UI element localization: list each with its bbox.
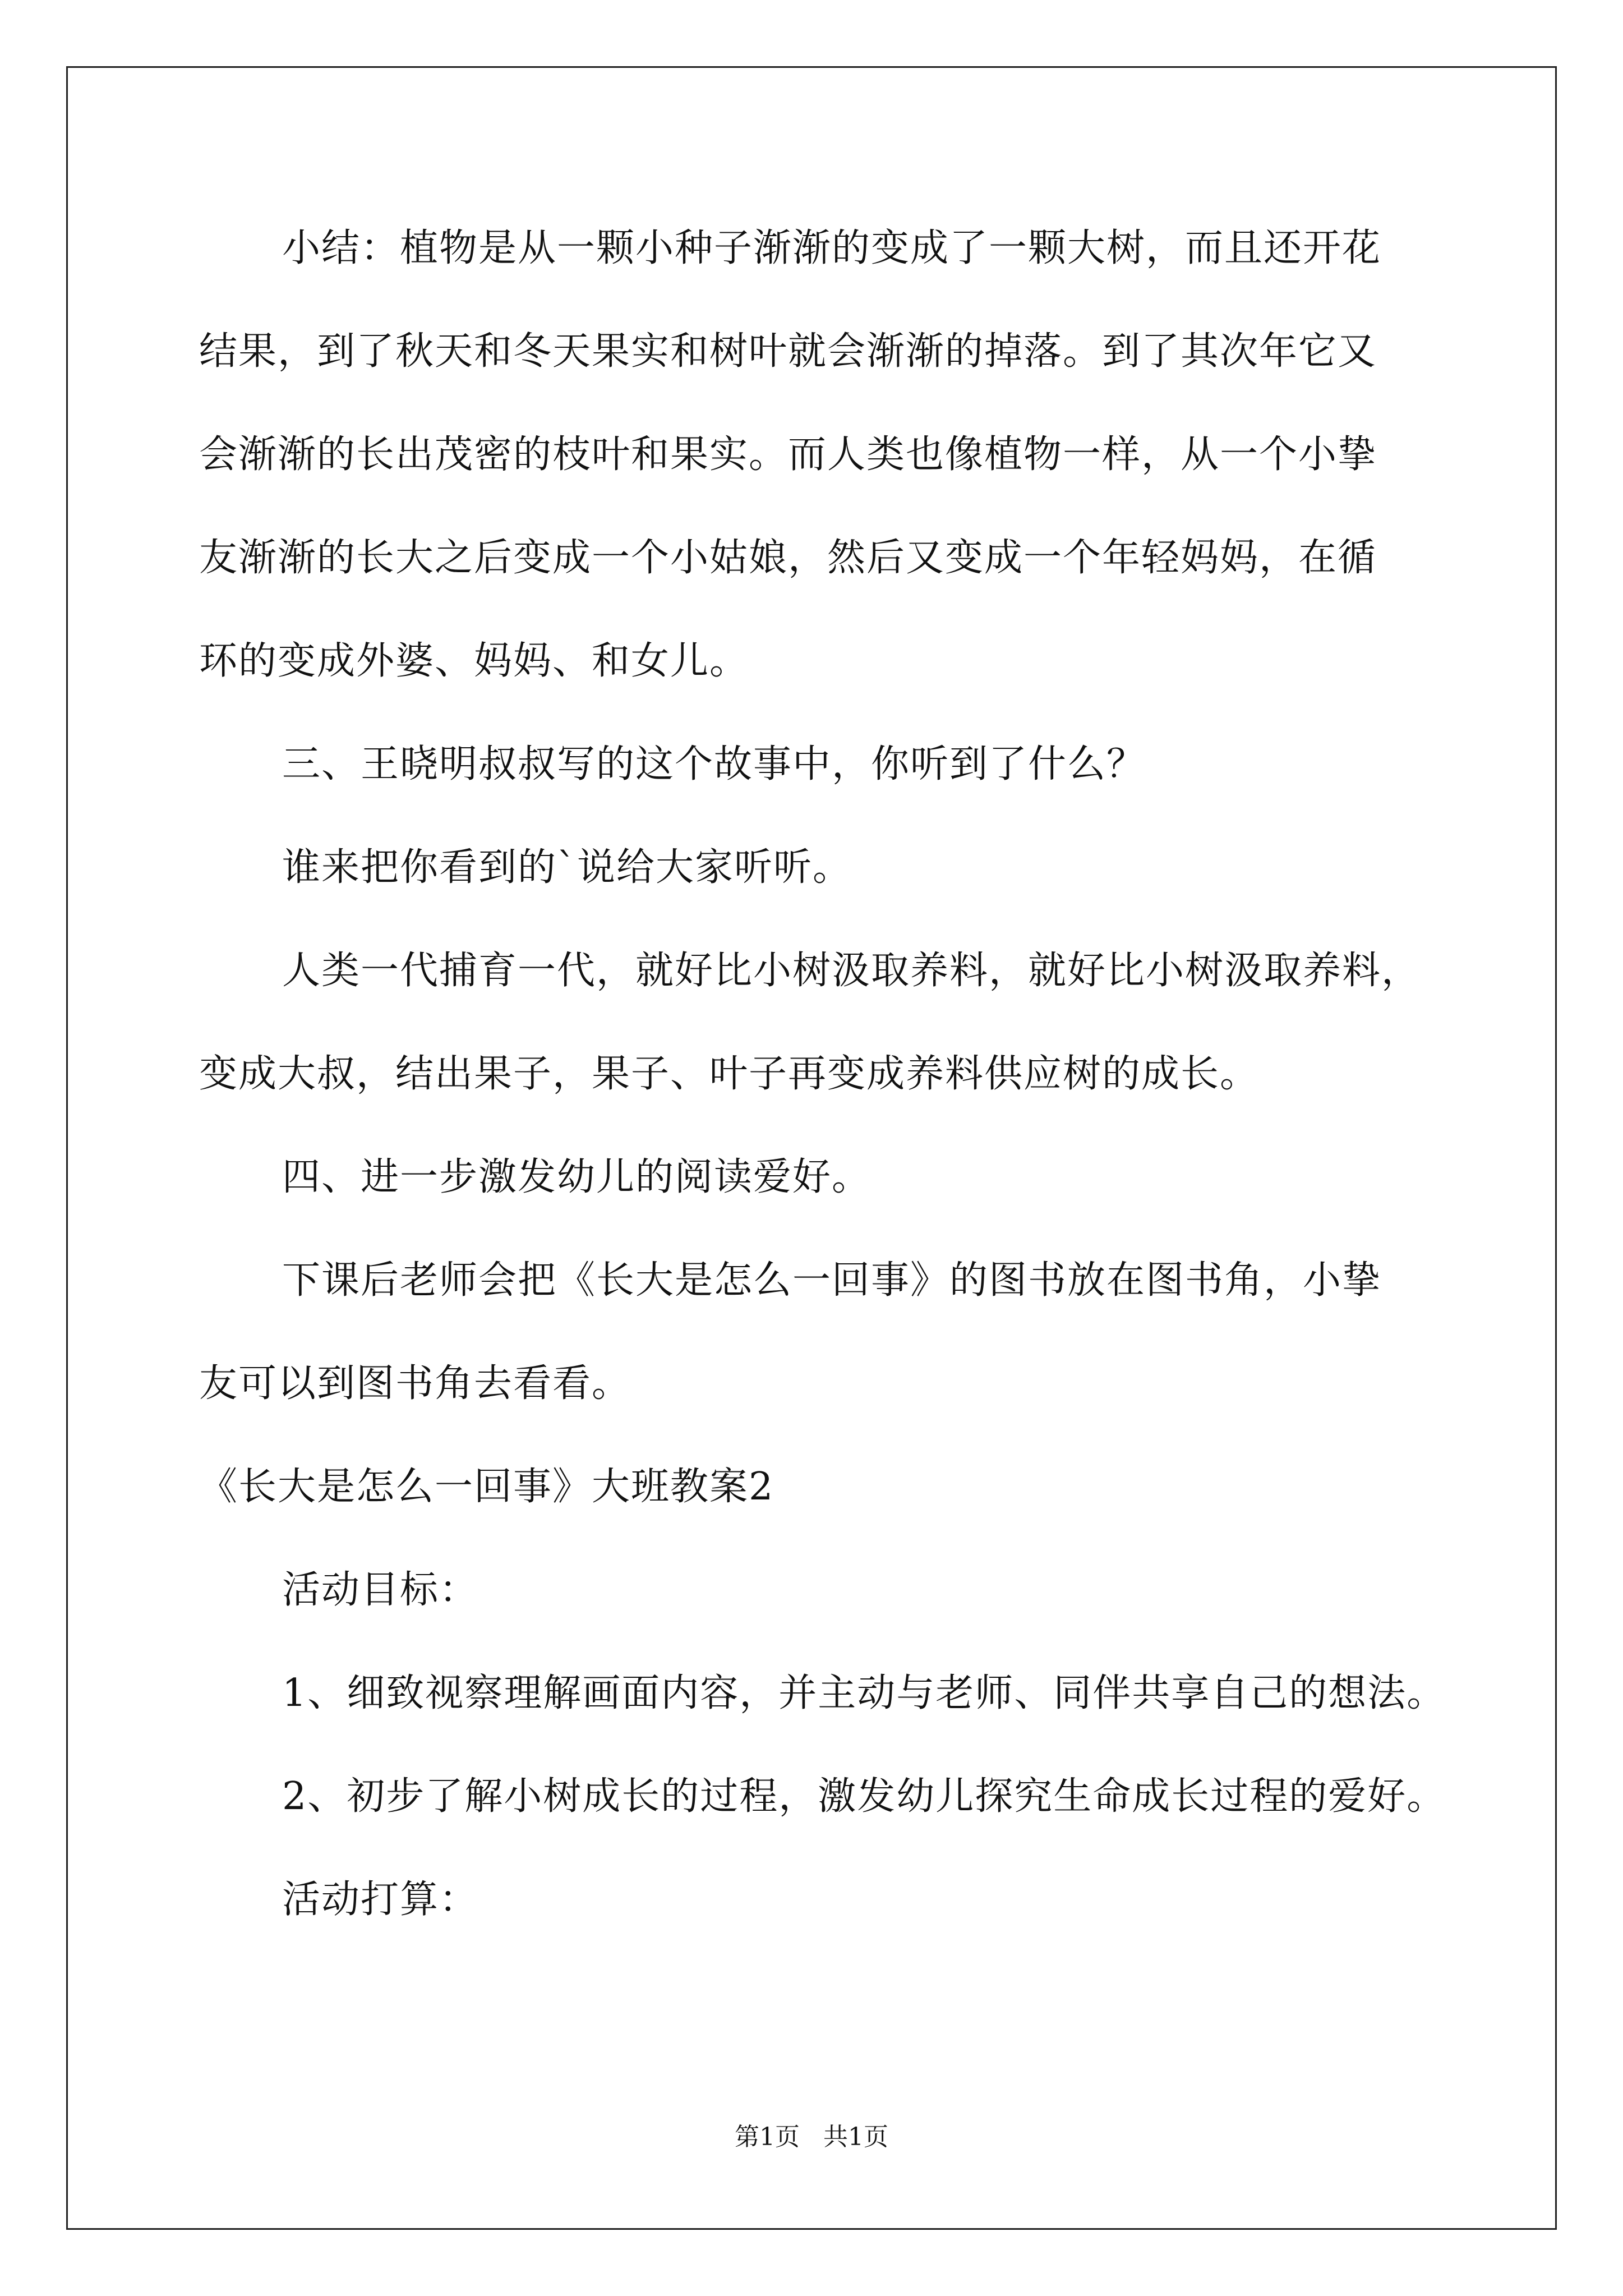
- paragraph-line: 会渐渐的长出茂密的枝叶和果实。而人类也像植物一样，从一个小挚: [199, 432, 1377, 477]
- page-footer: 第1页 共1页: [735, 2123, 888, 2151]
- paragraph-line: 小结：植物是从一颗小种子渐渐的变成了一颗大树，而且还开花: [282, 226, 1382, 270]
- paragraph-line: 下课后老师会把《长大是怎么一回事》的图书放在图书角，小挚: [282, 1258, 1382, 1303]
- paragraph-line: 环的变成外婆、妈妈、和女儿。: [199, 639, 749, 683]
- paragraph-line: 四、进一步激发幼儿的阅读爱好。: [282, 1155, 872, 1199]
- paragraph-line: 友渐渐的长大之后变成一个小姑娘，然后又变成一个年轻妈妈，在循: [199, 536, 1377, 580]
- section-heading: 《长大是怎么一回事》大班教案2: [199, 1465, 774, 1509]
- paragraph-line: 活动目标：: [282, 1568, 479, 1612]
- paragraph-line: 三、王晓明叔叔写的这个故事中，你听到了什么？: [282, 742, 1146, 786]
- paragraph-line: 谁来把你看到的`说给大家听听。: [282, 845, 852, 890]
- paragraph-line: 变成大叔，结出果子，果子、叶子再变成养料供应树的成长。: [199, 1052, 1260, 1096]
- paragraph-line: 活动打算：: [282, 1878, 479, 1922]
- paragraph-line: 友可以到图书角去看看。: [199, 1361, 631, 1406]
- paragraph-line: 1、细致视察理解画面内容，并主动与老师、同伴共享自己的想法。: [282, 1671, 1446, 1715]
- paragraph-line: 人类一代捕育一代，就好比小树汲取养料，就好比小树汲取养料，: [282, 949, 1421, 993]
- paragraph-line: 2、初步了解小树成长的过程，激发幼儿探究生命成长过程的爱好。: [282, 1774, 1446, 1819]
- paragraph-line: 结果，到了秋天和冬天果实和树叶就会渐渐的掉落。到了其次年它又: [199, 329, 1377, 374]
